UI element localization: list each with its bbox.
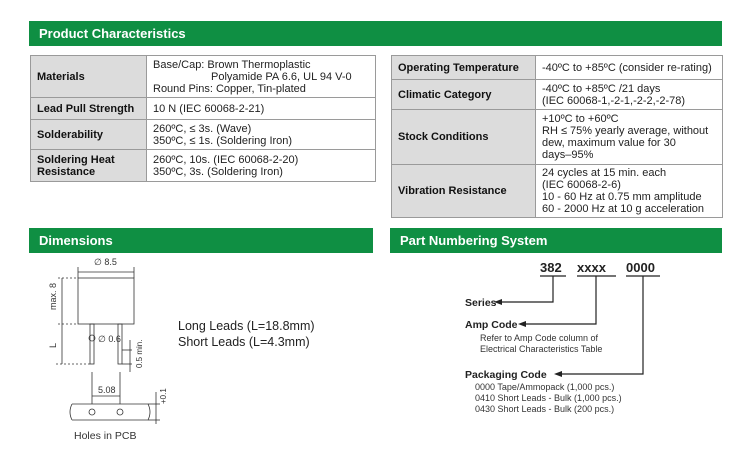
spec-row-vibration xyxy=(392,165,723,218)
spec-row-materials xyxy=(31,56,376,98)
pn-amp: xxxx xyxy=(577,260,606,275)
spec-value: 260ºC, ≤ 3s. (Wave) 350ºC, ≤ 1s. (Soldering Iron) xyxy=(147,120,376,150)
spec-row-climatic xyxy=(392,80,723,110)
spec-key: Lead Pull Strength xyxy=(31,98,147,120)
long-leads-text: Long Leads (L=18.8mm) xyxy=(178,319,315,333)
spec-row-stock xyxy=(392,110,723,165)
spec-value: Base/Cap: Brown Thermoplastic Polyamide PA 6.6, UL 94 V-0 Round Pins: Copper, Tin-plated xyxy=(147,56,376,98)
pin-diameter-label: ∅ 0.6 xyxy=(98,334,121,344)
left-spec-table xyxy=(30,55,376,182)
spec-value: +10ºC to +60ºC RH ≤ 75% yearly average, without dew, maximum value for 30 days–95% xyxy=(536,110,723,165)
pn-pack: 0000 xyxy=(626,260,655,275)
dimensions-drawing xyxy=(30,254,210,451)
tolerance-label: +0.1 xyxy=(159,388,168,404)
spacing-label: 5.08 xyxy=(98,385,116,395)
spec-row-lead-pull xyxy=(31,98,376,120)
min-label: 0.5 min. xyxy=(135,339,144,368)
lead-length-label: L xyxy=(48,342,58,348)
spec-key: Soldering Heat Resistance xyxy=(31,150,147,182)
spec-key: Solderability xyxy=(31,120,147,150)
product-characteristics-header: Product Characteristics xyxy=(29,21,722,46)
spec-key: Materials xyxy=(31,56,147,98)
spec-key: Climatic Category xyxy=(392,80,536,110)
short-leads-text: Short Leads (L=4.3mm) xyxy=(178,335,310,349)
amp-code-label: Amp Code xyxy=(465,319,518,331)
part-numbering-diagram xyxy=(390,256,730,426)
pn-prefix: 382 xyxy=(540,260,562,275)
spec-key: Vibration Resistance xyxy=(392,165,536,218)
lead-lengths xyxy=(178,318,315,350)
amp-desc-line: Electrical Characteristics Table xyxy=(480,344,603,354)
spec-key: Operating Temperature xyxy=(392,56,536,80)
spec-row-soldering-heat xyxy=(31,150,376,182)
spec-row-solderability xyxy=(31,120,376,150)
series-label: Series xyxy=(465,297,497,309)
packaging-code-label: Packaging Code xyxy=(465,369,547,381)
right-spec-table xyxy=(391,55,723,218)
fuse-body xyxy=(78,278,134,324)
spec-row-operating-temp xyxy=(392,56,723,80)
pack-option: 0430 Short Leads - Bulk (200 pcs.) xyxy=(475,404,615,414)
amp-desc-line: Refer to Amp Code column of xyxy=(480,333,599,343)
dimensions-header: Dimensions xyxy=(29,228,373,253)
lead-left xyxy=(90,324,94,364)
height-label: max. 8 xyxy=(48,282,58,310)
holes-label: Holes in PCB xyxy=(74,430,137,442)
spec-value: -40ºC to +85ºC (consider re-rating) xyxy=(536,56,723,80)
lead-right xyxy=(118,324,122,364)
spec-value: -40ºC to +85ºC /21 days (IEC 60068-1,-2-1,-2-2,-2-78) xyxy=(536,80,723,110)
spec-value: 260ºC, 10s. (IEC 60068-2-20) 350ºC, 3s. (Soldering Iron) xyxy=(147,150,376,182)
part-numbering-header: Part Numbering System xyxy=(390,228,722,253)
pack-option: 0410 Short Leads - Bulk (1,000 pcs.) xyxy=(475,393,622,403)
pack-option: 0000 Tape/Ammopack (1,000 pcs.) xyxy=(475,382,615,392)
spec-key: Stock Conditions xyxy=(392,110,536,165)
diameter-label: ∅ 8.5 xyxy=(94,257,117,267)
spec-value: 24 cycles at 15 min. each (IEC 60068-2-6) 10 - 60 Hz at 0.75 mm amplitude 60 - 2000 Hz at 10 g acceleration xyxy=(536,165,723,218)
spec-value: 10 N (IEC 60068-2-21) xyxy=(147,98,376,120)
